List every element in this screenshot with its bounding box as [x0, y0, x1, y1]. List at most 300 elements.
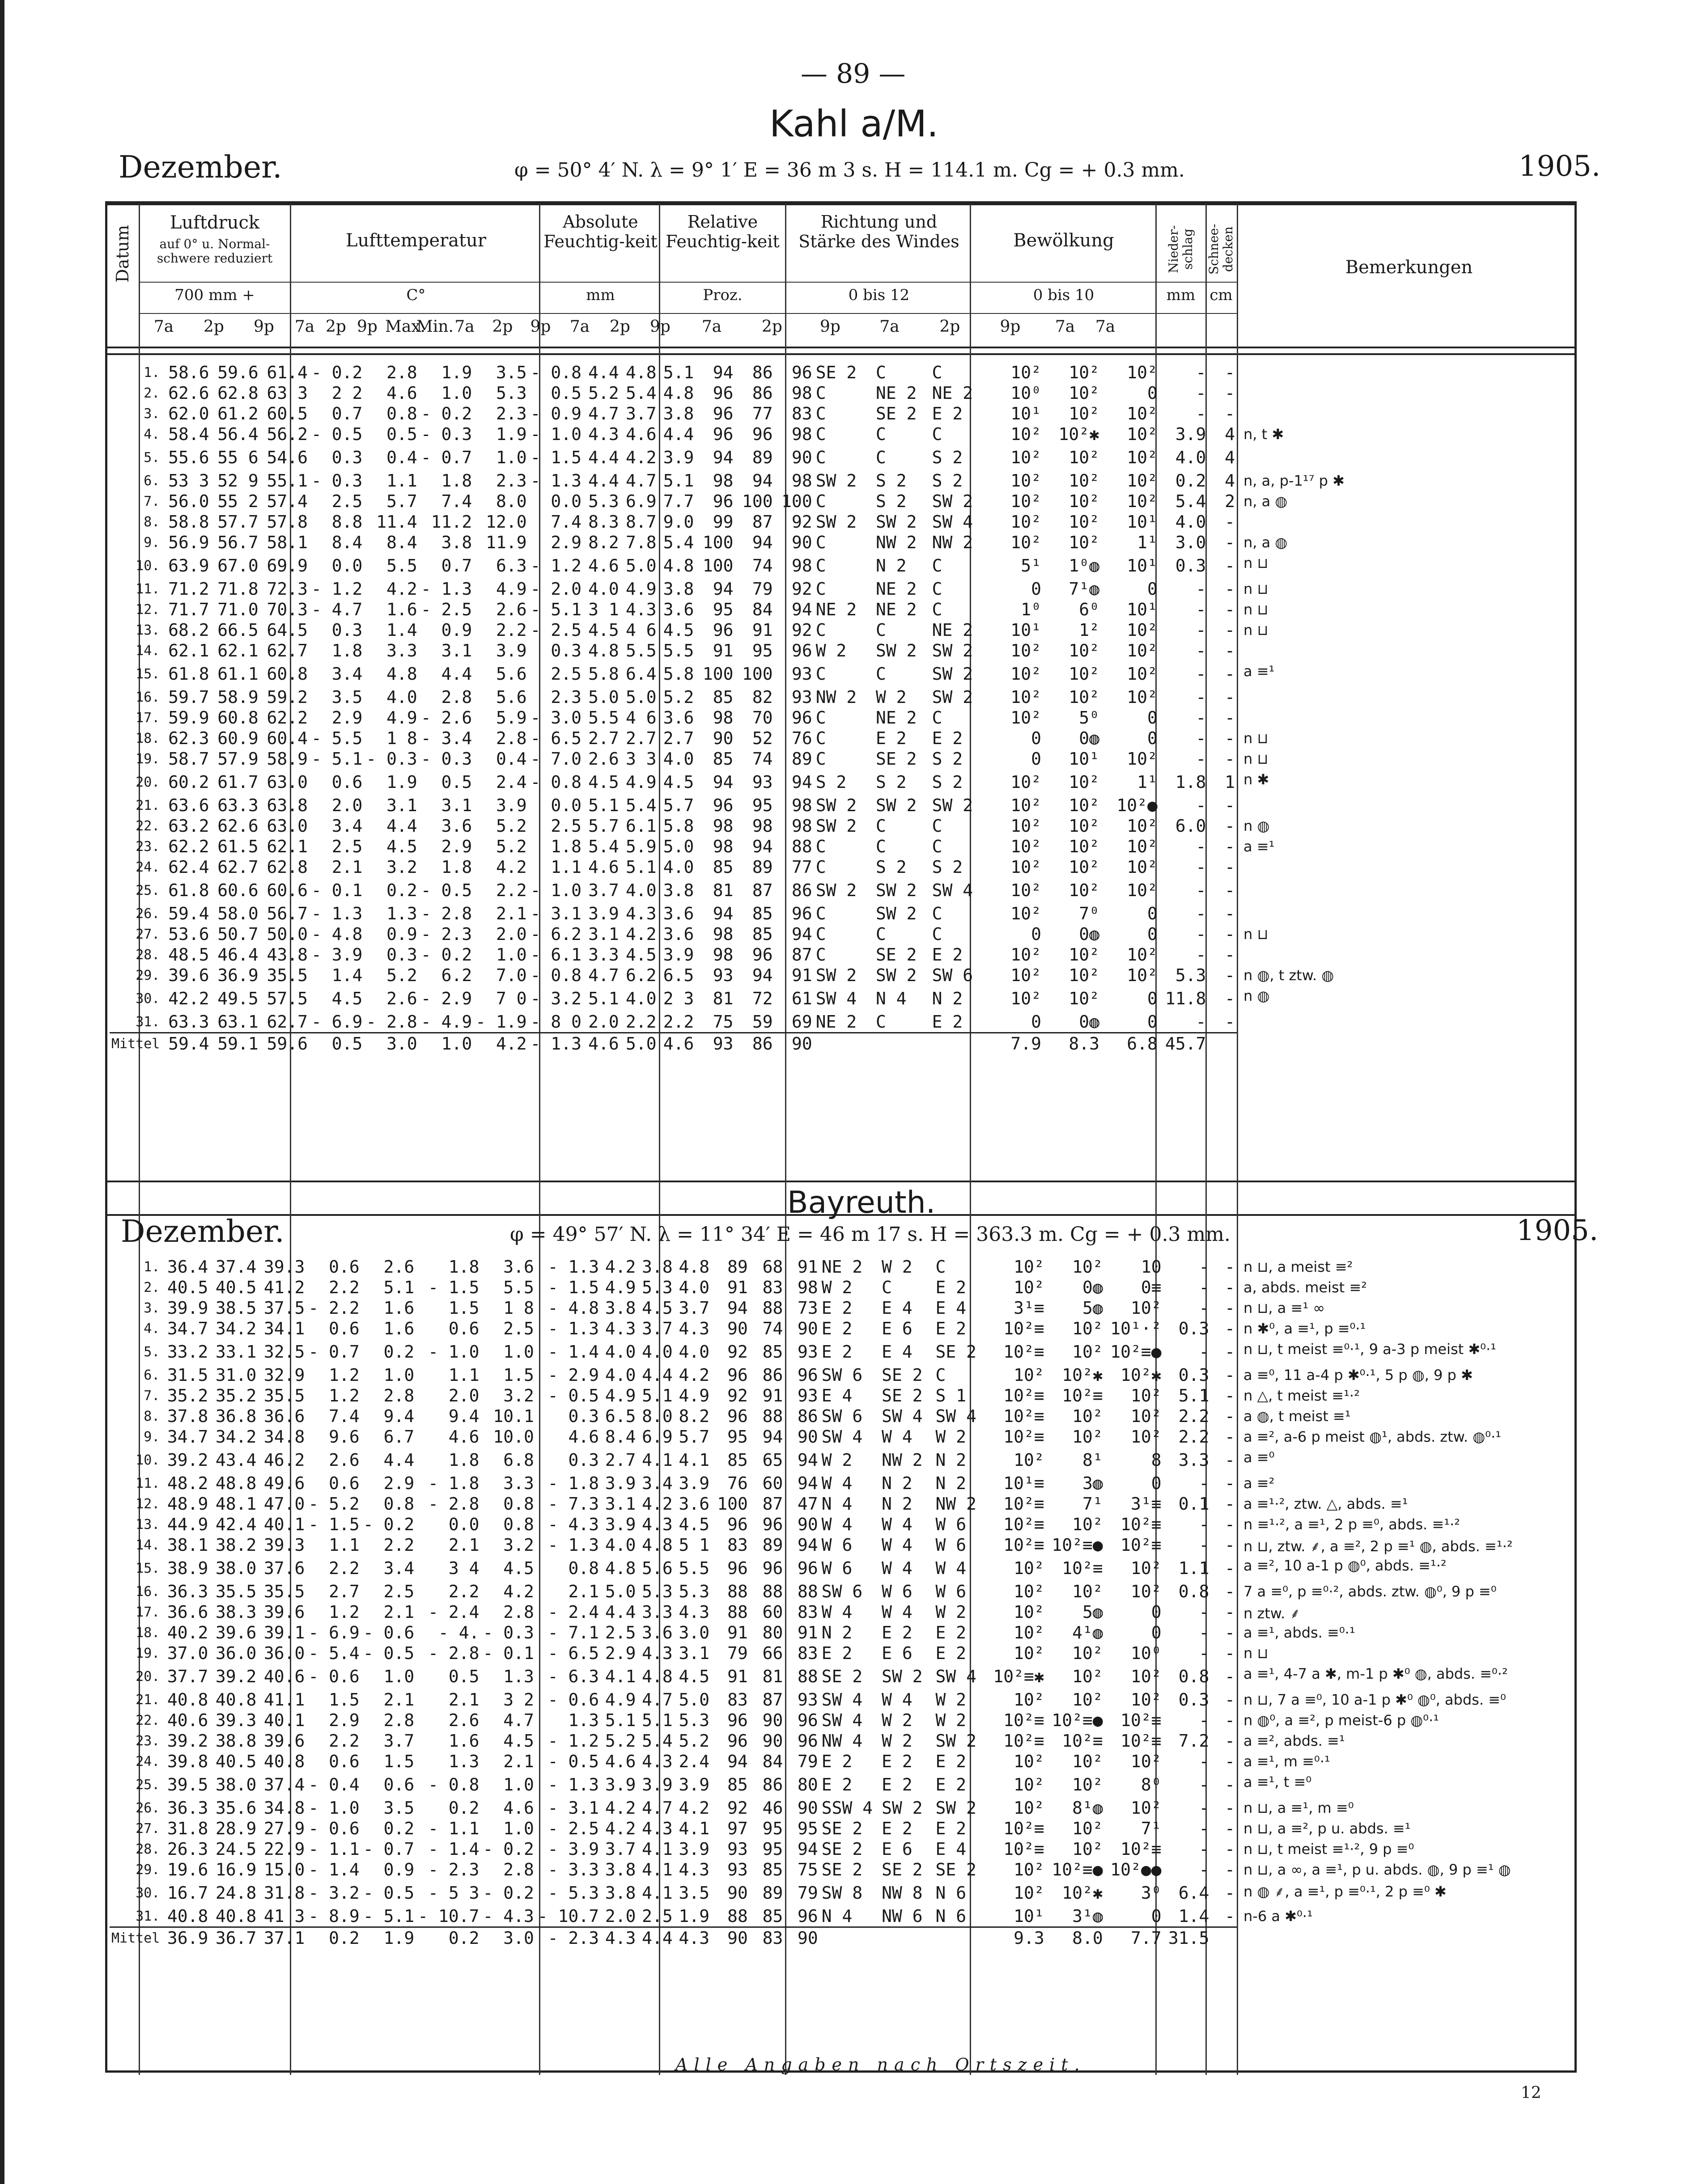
- table-cell: 62.8: [217, 383, 259, 403]
- table-cell: 8.3: [588, 512, 619, 532]
- table-row: [110, 1798, 1237, 1818]
- table-cell: 0.3: [568, 1450, 599, 1470]
- table-cell: 2.6: [448, 1710, 479, 1730]
- table-cell: 86: [752, 383, 773, 403]
- table-cell: 6.5: [605, 1406, 636, 1426]
- remark-text: n, a ◍: [1243, 493, 1288, 510]
- table-cell: SW 4: [932, 880, 973, 900]
- table-cell: [1208, 1033, 1237, 1054]
- table-cell: 4.6: [588, 1034, 619, 1054]
- table-cell: 2.4: [679, 1752, 710, 1771]
- table-cell: 1.3: [448, 1752, 479, 1771]
- table-cell: -: [1225, 837, 1235, 856]
- table-cell: 62.1: [168, 641, 209, 660]
- table-cell: 53.6: [168, 924, 209, 944]
- table-cell: -: [1199, 1860, 1209, 1879]
- table-cell: 83: [762, 1278, 783, 1297]
- coords-kahl: φ = 50° 4′ N. λ = 9° 1′ E = 36 m 3 s. H = 114.1 m. Cg = + 0.3 mm.: [514, 159, 1185, 182]
- table-cell: 4.0: [588, 579, 619, 599]
- table-cell: 25.: [136, 882, 160, 898]
- table-cell: 10²: [1014, 1883, 1044, 1903]
- table-cell: - 6.3: [547, 1667, 599, 1686]
- table-cell: C: [815, 945, 826, 965]
- table-cell: 3.5: [496, 363, 527, 382]
- table-cell: 2.: [144, 1279, 160, 1295]
- table-cell: 10²: [1014, 1450, 1044, 1470]
- table-cell: 0: [1031, 728, 1042, 748]
- header-niederschlag: Nieder-schlag: [1166, 225, 1195, 273]
- table-cell: 31.8: [167, 1819, 208, 1838]
- table-cell: 4.3: [679, 1319, 710, 1338]
- table-cell: - 2.6: [420, 708, 472, 728]
- table-cell: 63.0: [267, 816, 308, 836]
- table-cell: 86: [762, 1365, 783, 1385]
- table-cell: 1.3: [568, 1710, 599, 1730]
- table-cell: 5.6: [496, 664, 527, 684]
- table-cell: 1.6: [386, 600, 417, 619]
- table-cell: - 2.8: [428, 1643, 479, 1663]
- table-cell: 38.8: [215, 1731, 257, 1751]
- table-cell: 59.6: [217, 363, 259, 382]
- table-row: [110, 924, 1237, 944]
- table-cell: - 0.5: [363, 1883, 415, 1903]
- table-cell: NW 2: [815, 687, 857, 707]
- table-cell: 1.9: [679, 1906, 710, 1926]
- remark-text: a ≡², abds. ≡¹: [1243, 1732, 1345, 1749]
- table-cell: 14.: [136, 643, 160, 659]
- table-cell: - 0.1: [311, 880, 363, 900]
- table-cell: 10²: [1010, 363, 1042, 382]
- table-cell: -: [1196, 749, 1206, 769]
- table-cell: 88: [791, 837, 812, 856]
- table-cell: 7.0: [496, 965, 527, 985]
- table-cell: -: [1225, 1798, 1235, 1818]
- table-cell: 8.2: [679, 1406, 710, 1426]
- table-cell: E 2: [935, 1819, 967, 1838]
- year-bayreuth: 1905.: [1516, 1214, 1599, 1247]
- remark-text: a ≡², 10 a-1 p ◍⁰, abds. ≡¹·²: [1243, 1557, 1447, 1574]
- table-cell: 62.1: [267, 837, 308, 856]
- table-cell: 6.: [144, 1367, 160, 1383]
- table-cell: 96: [791, 708, 812, 728]
- table-cell: 10¹: [1010, 620, 1042, 640]
- table-cell: - 3.2: [530, 989, 581, 1008]
- table-cell: 74: [752, 749, 773, 769]
- table-cell: 3.7: [642, 1319, 673, 1338]
- header-datum: Datum: [113, 224, 133, 283]
- table-cell: 0.2: [386, 880, 417, 900]
- table-cell: 5.0: [605, 1582, 636, 1601]
- table-cell: 2.: [144, 385, 160, 401]
- table-cell: 8.3: [1069, 1034, 1099, 1054]
- table-row: [110, 620, 1237, 640]
- table-cell: E 6: [882, 1319, 912, 1338]
- table-row: [110, 1257, 1237, 1277]
- table-cell: 56.7: [267, 904, 308, 923]
- table-cell: 3¹≡: [1014, 1298, 1044, 1318]
- table-row: [110, 836, 1237, 857]
- table-cell: 5.3: [496, 383, 527, 403]
- table-cell: 3 4: [448, 1558, 479, 1578]
- table-cell: 10²: [1014, 1798, 1044, 1818]
- table-cell: 96: [762, 1558, 783, 1578]
- table-cell: E 2: [935, 1278, 967, 1297]
- table-cell: -: [1225, 1558, 1235, 1578]
- table-cell: 39.5: [167, 1775, 208, 1795]
- table-cell: 36.4: [167, 1257, 208, 1277]
- table-cell: SW 2: [875, 880, 917, 900]
- table-cell: S 2: [932, 448, 963, 467]
- table-cell: 4: [1225, 471, 1235, 491]
- table-cell: 1.5: [383, 1752, 415, 1771]
- table-cell: 65: [762, 1450, 783, 1470]
- table-cell: 88: [798, 1582, 818, 1601]
- table-cell: 10²≡●: [1110, 1342, 1162, 1362]
- table-cell: 3.7: [588, 880, 619, 900]
- table-cell: SW 4: [821, 1427, 863, 1447]
- table-cell: - 1.0: [530, 424, 581, 444]
- table-cell: 4.0: [663, 857, 694, 877]
- table-cell: 36.9: [217, 965, 259, 985]
- table-cell: W 4: [882, 1515, 912, 1534]
- table-cell: 5.2: [496, 837, 527, 856]
- table-cell: -: [1225, 687, 1235, 707]
- table-cell: 0.8: [383, 1494, 415, 1514]
- table-cell: 2.4: [496, 772, 527, 792]
- remark-text: n ⊔: [1243, 580, 1269, 597]
- table-cell: - 0.7: [308, 1342, 360, 1362]
- table-row: [110, 1298, 1237, 1318]
- table-cell: 2.8: [386, 363, 417, 382]
- table-cell: 0.3: [1178, 1690, 1209, 1710]
- header-wind-unit: 0 bis 12: [848, 286, 910, 304]
- table-row: [110, 470, 1237, 491]
- table-cell: 0.5: [448, 1667, 479, 1686]
- table-cell: 3.0: [679, 1623, 710, 1642]
- header-absolute-unit: mm: [586, 286, 615, 304]
- table-cell: 0.8: [386, 404, 417, 423]
- table-cell: -: [1225, 1883, 1235, 1903]
- table-cell: 90: [798, 1515, 818, 1534]
- table-cell: 10²: [1127, 749, 1158, 769]
- table-cell: 38.1: [167, 1535, 208, 1555]
- table-cell: 3.4: [383, 1558, 415, 1578]
- table-cell: 4.0: [679, 1342, 710, 1362]
- table-row: [110, 1731, 1237, 1751]
- table-cell: 1.1: [1178, 1558, 1209, 1578]
- table-cell: -: [1225, 556, 1235, 576]
- table-cell: 92: [791, 579, 812, 599]
- table-cell: 45.7: [1165, 1034, 1206, 1054]
- table-cell: E 6: [882, 1839, 912, 1859]
- table-cell: 2.7: [605, 1450, 636, 1470]
- table-cell: 86: [791, 880, 812, 900]
- table-cell: 10²: [1127, 857, 1158, 877]
- table-cell: 5.9: [625, 837, 657, 856]
- table-row: [110, 1663, 1237, 1689]
- table-cell: 4.9: [605, 1386, 636, 1405]
- table-cell: 4.7: [642, 1798, 673, 1818]
- table-cell: 0.3: [551, 641, 581, 660]
- table-cell: SE 2: [815, 363, 857, 382]
- table-cell: 39.9: [167, 1298, 208, 1318]
- table-cell: 0.1: [1178, 1494, 1209, 1514]
- table-cell: C: [875, 620, 886, 640]
- table-cell: 4.1: [642, 1450, 673, 1470]
- table-cell: 2.2: [1178, 1427, 1209, 1447]
- table-cell: 39.1: [263, 1623, 305, 1642]
- table-cell: 19.: [136, 751, 160, 767]
- table-cell: 5.7: [588, 816, 619, 836]
- table-cell: - 4.3: [483, 1906, 534, 1926]
- table-cell: 1.0: [496, 945, 527, 965]
- time-header-cell: 9p: [357, 317, 378, 336]
- table-cell: -: [1225, 924, 1235, 944]
- table-cell: 10²: [1014, 1752, 1044, 1771]
- table-cell: 10⁰: [1131, 1643, 1162, 1663]
- table-cell: -: [1225, 945, 1235, 965]
- table-cell: 0.4: [386, 448, 417, 467]
- table-cell: SW 6: [821, 1582, 863, 1601]
- table-cell: 0.6: [448, 1319, 479, 1338]
- table-cell: 2.2: [496, 880, 527, 900]
- table-cell: C: [815, 857, 826, 877]
- table-cell: 23.: [136, 838, 160, 855]
- table-cell: 2.1: [568, 1582, 599, 1601]
- table-cell: - 0.5: [363, 1643, 415, 1663]
- table-cell: 96: [727, 1406, 748, 1426]
- table-cell: 37.8: [167, 1406, 208, 1426]
- header-relative-feuchtigkeit: Relative Feuchtig-keit: [666, 212, 780, 251]
- table-cell: NE 2: [875, 708, 917, 728]
- table-cell: -: [1225, 1731, 1235, 1751]
- table-cell: 88: [798, 1667, 818, 1686]
- table-cell: 83: [791, 404, 812, 423]
- table-cell: 92: [791, 620, 812, 640]
- table-cell: W 2: [882, 1731, 912, 1751]
- table-cell: NE 2: [815, 600, 857, 619]
- table-cell: - 6.9: [308, 1623, 360, 1642]
- table-row: [110, 944, 1237, 965]
- table-cell: -: [1225, 965, 1235, 985]
- table-cell: 18.: [136, 1625, 160, 1641]
- table-cell: 9.6: [329, 1427, 360, 1447]
- table-cell: -: [1199, 1257, 1209, 1277]
- table-cell: 87: [752, 512, 773, 532]
- table-cell: N 2: [935, 1450, 967, 1470]
- table-cell: - 0.9: [530, 404, 581, 423]
- table-cell: - 1.5: [530, 448, 581, 467]
- table-cell: 4.2: [496, 857, 527, 877]
- table-cell: -: [1196, 924, 1206, 944]
- table-cell: 2.0: [496, 924, 527, 944]
- table-cell: 37.1: [263, 1928, 305, 1948]
- table-cell: 10²●●: [1110, 1860, 1162, 1879]
- table-cell: 58.9: [217, 687, 259, 707]
- table-cell: 3.6: [679, 1494, 710, 1514]
- table-cell: 4.5: [588, 772, 619, 792]
- table-cell: 85: [727, 1775, 748, 1795]
- table-cell: 4.5: [663, 620, 694, 640]
- table-cell: -: [1196, 708, 1206, 728]
- table-cell: 0: [1151, 1602, 1162, 1622]
- table-cell: - 0.3: [420, 424, 472, 444]
- table-cell: 10²: [1131, 1582, 1162, 1601]
- table-cell: 31.: [136, 1908, 160, 1924]
- table-cell: 0.6: [329, 1319, 360, 1338]
- table-cell: 63 3: [267, 383, 308, 403]
- table-cell: SE 2: [821, 1819, 863, 1838]
- table-cell: -: [1225, 1494, 1235, 1514]
- table-cell: N 2: [932, 989, 963, 1008]
- table-cell: 89: [762, 1883, 783, 1903]
- table-cell: 63.1: [217, 1012, 259, 1032]
- table-row: [110, 857, 1237, 877]
- table-cell: 2.8: [496, 728, 527, 748]
- table-cell: 1.6: [383, 1319, 415, 1338]
- table-cell: SW 2: [815, 880, 857, 900]
- table-cell: 10²≡: [1003, 1819, 1044, 1838]
- table-cell: 1.8: [1175, 772, 1206, 792]
- table-cell: 10²: [1014, 1623, 1044, 1642]
- remark-text: a ≡¹, 4-7 a ✱, m-1 p ✱⁰ ◍, abds. ≡⁰·²: [1243, 1665, 1508, 1682]
- table-cell: -: [1199, 1798, 1209, 1818]
- table-cell: 60: [762, 1473, 783, 1493]
- table-cell: 94: [762, 1427, 783, 1447]
- table-cell: 4.0: [679, 1278, 710, 1297]
- table-cell: 0.6: [329, 1257, 360, 1277]
- table-cell: 96: [713, 491, 734, 511]
- table-cell: 5.5: [588, 708, 619, 728]
- table-cell: 63.9: [168, 556, 209, 576]
- table-cell: W 2: [935, 1427, 967, 1447]
- table-cell: 2.9: [605, 1643, 636, 1663]
- table-cell: 70.3: [267, 600, 308, 619]
- table-cell: 32.5: [263, 1342, 305, 1362]
- table-cell: -: [1196, 620, 1206, 640]
- table-cell: 8.4: [605, 1427, 636, 1447]
- table-cell: 94: [727, 1298, 748, 1318]
- remark-text: n ⊔: [1243, 554, 1269, 571]
- table-cell: 94: [713, 363, 734, 382]
- table-cell: 10²: [1072, 1752, 1103, 1771]
- table-cell: S 2: [875, 491, 907, 511]
- table-cell: - 0.3: [483, 1623, 534, 1642]
- table-cell: 3.9: [679, 1839, 710, 1859]
- table-cell: 91: [727, 1667, 748, 1686]
- table-cell: 48.2: [167, 1473, 208, 1493]
- table-cell: C: [875, 424, 886, 444]
- table-cell: -: [1225, 1450, 1235, 1470]
- table-cell: W 6: [935, 1535, 967, 1555]
- table-cell: 68: [762, 1257, 783, 1277]
- table-cell: 10²≡: [1062, 1558, 1103, 1578]
- table-cell: 94: [752, 533, 773, 552]
- table-cell: S 2: [875, 471, 907, 491]
- table-cell: 10²: [1072, 1839, 1103, 1859]
- table-cell: -: [1225, 1623, 1235, 1642]
- table-cell: 3.9: [605, 1473, 636, 1493]
- time-header-cell: 7a: [1095, 317, 1116, 336]
- table-cell: 10¹: [1127, 600, 1158, 619]
- table-cell: 93: [713, 965, 734, 985]
- table-cell: 10²: [1069, 512, 1099, 532]
- table-cell: -: [1196, 404, 1206, 423]
- table-cell: 95: [752, 641, 773, 660]
- table-cell: 8.4: [331, 533, 363, 552]
- table-cell: - 2.5: [420, 600, 472, 619]
- table-cell: - 0.3: [311, 471, 363, 491]
- table-cell: - 0.4: [308, 1775, 360, 1795]
- table-cell: 4.7: [625, 471, 657, 491]
- table-cell: 0◍: [1079, 1012, 1099, 1032]
- table-cell: C: [815, 728, 826, 748]
- table-cell: 1²: [1079, 620, 1099, 640]
- table-cell: 56.2: [267, 424, 308, 444]
- table-cell: 4.3: [679, 1928, 710, 1948]
- table-cell: 57.8: [267, 512, 308, 532]
- table-cell: 7.4: [441, 491, 472, 511]
- table-cell: 11.2: [431, 512, 472, 532]
- table-cell: - 0.8: [530, 363, 581, 382]
- table-cell: 60.4: [267, 728, 308, 748]
- table-cell: 4.1: [642, 1839, 673, 1859]
- table-cell: 2.2: [1178, 1406, 1209, 1426]
- table-cell: 5.3: [1175, 965, 1206, 985]
- table-cell: 80: [798, 1775, 818, 1795]
- table-cell: 10²: [1010, 965, 1042, 985]
- table-cell: E 2: [932, 728, 963, 748]
- table-cell: 1.: [144, 364, 160, 381]
- table-cell: W 4: [821, 1602, 853, 1622]
- table-cell: 10²: [1069, 687, 1099, 707]
- table-cell: SW 2: [932, 491, 973, 511]
- table-cell: 10²≡✱: [993, 1667, 1044, 1686]
- table-cell: 1.3: [386, 904, 417, 923]
- table-cell: 36.0: [215, 1643, 257, 1663]
- table-cell: E 4: [935, 1839, 967, 1859]
- table-cell: 96: [713, 796, 734, 815]
- table-cell: 4.1: [642, 1883, 673, 1903]
- table-cell: 4.2: [625, 924, 657, 944]
- table-cell: 56.9: [168, 533, 209, 552]
- table-cell: 89: [791, 749, 812, 769]
- table-cell: -: [1199, 1602, 1209, 1622]
- table-cell: 98: [713, 471, 734, 491]
- table-cell: 1¹: [1137, 772, 1158, 792]
- table-cell: 2.1: [448, 1690, 479, 1710]
- table-cell: 10²: [1072, 1406, 1103, 1426]
- table-cell: SW 2: [935, 1798, 976, 1818]
- table-cell: 5.: [144, 1344, 160, 1360]
- table-cell: 1.0: [503, 1819, 534, 1838]
- table-cell: 5.3: [679, 1582, 710, 1601]
- table-cell: 10²: [1014, 1278, 1044, 1297]
- table-cell: 90: [713, 728, 734, 748]
- table-cell: 94: [798, 1450, 818, 1470]
- table-cell: 10²: [1127, 491, 1158, 511]
- table-row: [110, 512, 1237, 532]
- table-cell: 60.6: [217, 880, 259, 900]
- table-cell: 1.1: [551, 857, 581, 877]
- table-cell: 3.1: [441, 796, 472, 815]
- table-cell: 40.2: [167, 1623, 208, 1642]
- table-cell: 10²: [1131, 1558, 1162, 1578]
- table-cell: 10²: [1069, 404, 1099, 423]
- table-cell: 100: [717, 1494, 748, 1514]
- table-cell: 94: [713, 448, 734, 467]
- table-cell: SW 4: [932, 512, 973, 532]
